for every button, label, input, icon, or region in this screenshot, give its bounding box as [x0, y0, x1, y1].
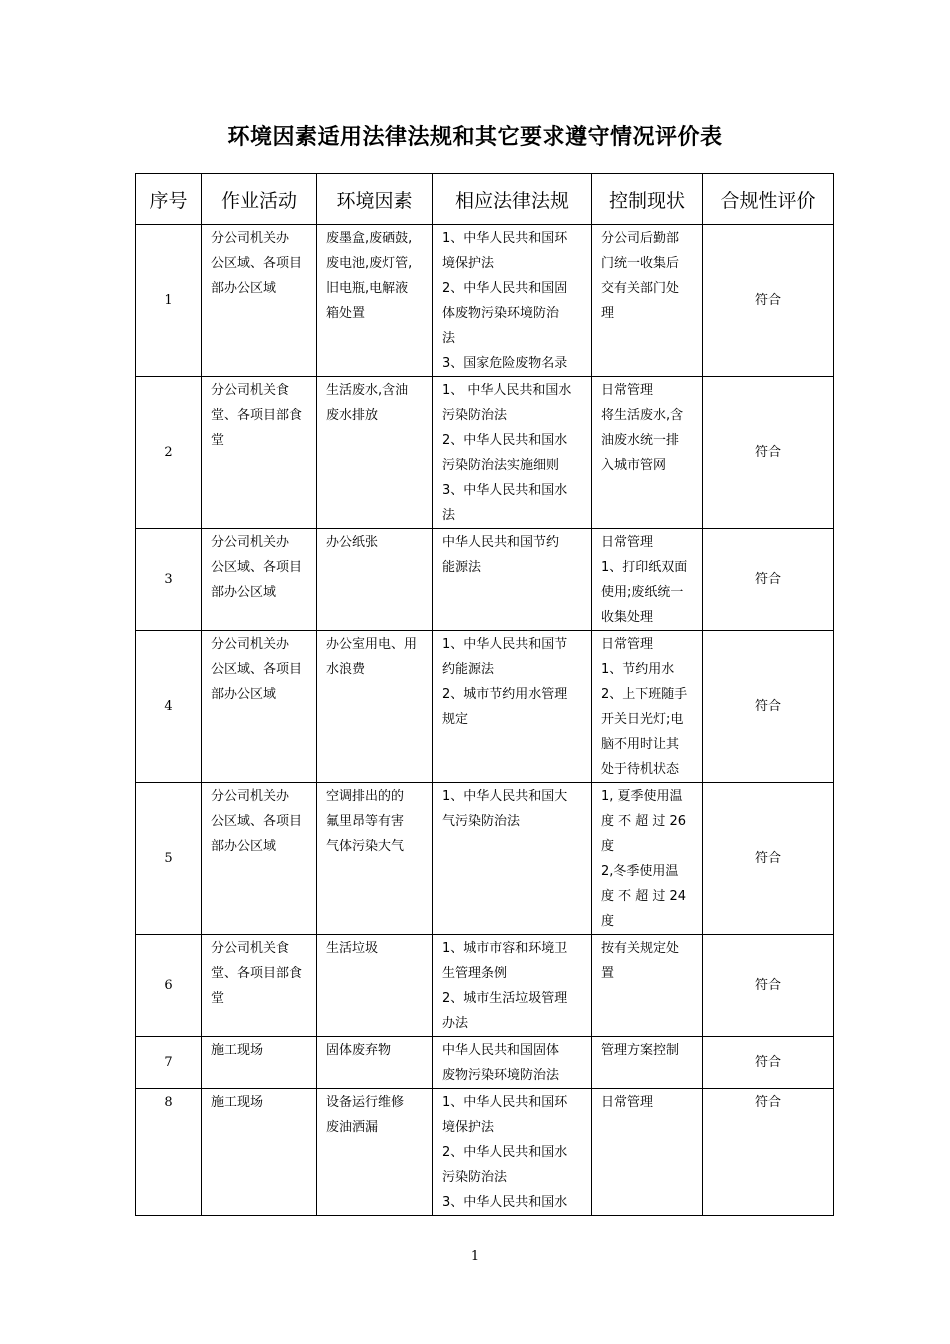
verdict-cell: 符合: [703, 1037, 834, 1089]
cell-line: 法: [442, 508, 456, 523]
activity-cell: [202, 529, 317, 631]
cell-line: 日常管理: [601, 637, 654, 652]
table-row: [136, 1037, 834, 1089]
cell-line: 度 不 超 过 24: [601, 889, 687, 904]
factor-cell: [317, 935, 433, 1037]
laws-cell: [433, 1037, 592, 1089]
control-cell: [592, 529, 703, 631]
cell-line: 中华人民共和国固体: [442, 1043, 560, 1058]
cell-line: 置: [601, 966, 615, 981]
cell-line: 分公司机关食: [211, 383, 290, 398]
cell-line: 水浪费: [326, 662, 366, 677]
verdict-cell: 符合: [703, 631, 834, 783]
cell-line: 3、中华人民共和国水: [442, 483, 568, 498]
cell-line: 脑不用时让其: [601, 737, 680, 752]
control-cell: [592, 631, 703, 783]
laws-cell: [433, 529, 592, 631]
cell-line: 2,冬季使用温: [601, 864, 679, 879]
seq-cell: 6: [136, 935, 202, 1037]
cell-line: 堂、各项目部食: [211, 966, 303, 981]
factor-cell: [317, 377, 433, 529]
table-row: [136, 783, 834, 935]
table-row: [136, 377, 834, 529]
seq-cell: 3: [136, 529, 202, 631]
document-title: 环境因素适用法律法规和其它要求遵守情况评价表: [227, 124, 723, 150]
cell-line: 部办公区域: [211, 281, 277, 296]
cell-line: 办公纸张: [326, 535, 379, 550]
cell-line: 门统一收集后: [601, 256, 680, 271]
seq-cell: 2: [136, 377, 202, 529]
laws-cell: [433, 783, 592, 935]
cell-line: 1、节约用水: [601, 662, 675, 677]
cell-line: 1、中华人民共和国节: [442, 637, 568, 652]
cell-line: 分公司机关办: [211, 231, 290, 246]
cell-line: 生活废水,含油: [326, 383, 409, 398]
cell-line: 度: [601, 839, 615, 854]
cell-line: 2、城市节约用水管理: [442, 687, 568, 702]
cell-line: 1、 中华人民共和国水: [442, 383, 572, 398]
cell-line: 体废物污染环境防治: [442, 306, 560, 321]
seq-cell: 8: [136, 1089, 202, 1216]
header-activity: 作业活动: [202, 174, 317, 225]
cell-line: 1、中华人民共和国环: [442, 231, 568, 246]
verdict-cell: 符合: [703, 935, 834, 1037]
cell-line: 油废水统一排: [601, 433, 680, 448]
laws-cell: [433, 377, 592, 529]
control-cell: [592, 377, 703, 529]
cell-line: 堂、各项目部食: [211, 408, 303, 423]
activity-cell: [202, 783, 317, 935]
factor-cell: [317, 783, 433, 935]
cell-line: 办法: [442, 1016, 469, 1031]
cell-line: 2、上下班随手: [601, 687, 688, 702]
control-cell: [592, 225, 703, 377]
cell-line: 度: [601, 914, 615, 929]
cell-line: 法: [442, 331, 456, 346]
cell-line: 空调排出的的: [326, 789, 405, 804]
cell-line: 日常管理: [601, 535, 654, 550]
cell-line: 设备运行维修: [326, 1095, 405, 1110]
cell-line: 约能源法: [442, 662, 495, 677]
factor-cell: [317, 631, 433, 783]
cell-line: 旧电瓶,电解液: [326, 281, 409, 296]
cell-line: 部办公区域: [211, 687, 277, 702]
table-row: [136, 529, 834, 631]
cell-line: 办公室用电、用: [326, 637, 418, 652]
verdict-cell: 符合: [703, 225, 834, 377]
cell-line: 处于待机状态: [601, 762, 680, 777]
seq-cell: 5: [136, 783, 202, 935]
cell-line: 能源法: [442, 560, 482, 575]
cell-line: 收集处理: [601, 610, 654, 625]
cell-line: 度 不 超 过 26: [601, 814, 687, 829]
laws-cell: [433, 631, 592, 783]
cell-line: 日常管理: [601, 383, 654, 398]
table-row: [136, 935, 834, 1037]
header-row: [136, 174, 834, 225]
cell-line: 堂: [211, 433, 225, 448]
cell-line: 1、城市市容和环境卫: [442, 941, 568, 956]
seq-cell: 7: [136, 1037, 202, 1089]
cell-line: 废电池,废灯管,: [326, 256, 413, 271]
cell-line: 生活垃圾: [326, 941, 379, 956]
cell-line: 境保护法: [442, 1120, 495, 1135]
cell-line: 交有关部门处: [601, 281, 680, 296]
cell-line: 2、中华人民共和国水: [442, 433, 568, 448]
verdict-cell: 符合: [703, 1089, 834, 1216]
cell-line: 部办公区域: [211, 839, 277, 854]
laws-cell: [433, 1089, 592, 1216]
cell-line: 部办公区域: [211, 585, 277, 600]
cell-line: 2、中华人民共和国水: [442, 1145, 568, 1160]
cell-line: 分公司机关办: [211, 637, 290, 652]
cell-line: 施工现场: [211, 1095, 264, 1110]
seq-cell: 1: [136, 225, 202, 377]
cell-line: 堂: [211, 991, 225, 1006]
cell-line: 日常管理: [601, 1095, 654, 1110]
activity-cell: [202, 935, 317, 1037]
cell-line: 公区域、各项目: [211, 560, 303, 575]
cell-line: 污染防治法: [442, 1170, 508, 1185]
cell-line: 气污染防治法: [442, 814, 521, 829]
cell-line: 氟里昂等有害: [326, 814, 405, 829]
cell-line: 1、中华人民共和国大: [442, 789, 568, 804]
cell-line: 污染防治法实施细则: [442, 458, 560, 473]
cell-line: 施工现场: [211, 1043, 264, 1058]
cell-line: 境保护法: [442, 256, 495, 271]
control-cell: [592, 783, 703, 935]
activity-cell: [202, 225, 317, 377]
cell-line: 废水排放: [326, 408, 379, 423]
header-seq: 序号: [136, 174, 202, 225]
laws-cell: [433, 935, 592, 1037]
cell-line: 2、城市生活垃圾管理: [442, 991, 568, 1006]
evaluation-table: [135, 173, 834, 1216]
cell-line: 公区域、各项目: [211, 662, 303, 677]
factor-cell: [317, 1037, 433, 1089]
cell-line: 1, 夏季使用温: [601, 789, 683, 804]
activity-cell: [202, 377, 317, 529]
cell-line: 使用;废纸统一: [601, 585, 684, 600]
cell-line: 管理方案控制: [601, 1043, 680, 1058]
factor-cell: [317, 225, 433, 377]
cell-line: 3、国家危险废物名录: [442, 356, 568, 371]
cell-line: 开关日光灯;电: [601, 712, 684, 727]
cell-line: 分公司机关办: [211, 535, 290, 550]
laws-cell: [433, 225, 592, 377]
table-body: [136, 225, 834, 1216]
cell-line: 废油洒漏: [326, 1120, 379, 1135]
table-row: [136, 1089, 834, 1216]
cell-line: 分公司机关食: [211, 941, 290, 956]
control-cell: [592, 1037, 703, 1089]
verdict-cell: 符合: [703, 783, 834, 935]
seq-cell: 4: [136, 631, 202, 783]
cell-line: 固体废弃物: [326, 1043, 392, 1058]
cell-line: 1、打印纸双面: [601, 560, 688, 575]
cell-line: 中华人民共和国节约: [442, 535, 560, 550]
cell-line: 公区域、各项目: [211, 814, 303, 829]
control-cell: [592, 1089, 703, 1216]
cell-line: 气体污染大气: [326, 839, 405, 854]
factor-cell: [317, 529, 433, 631]
cell-line: 箱处置: [326, 306, 366, 321]
cell-line: 污染防治法: [442, 408, 508, 423]
cell-line: 2、中华人民共和国固: [442, 281, 568, 296]
activity-cell: [202, 1037, 317, 1089]
cell-line: 按有关规定处: [601, 941, 680, 956]
verdict-cell: 符合: [703, 529, 834, 631]
cell-line: 将生活废水,含: [601, 408, 684, 423]
header-control: 控制现状: [592, 174, 703, 225]
verdict-cell: 符合: [703, 377, 834, 529]
cell-line: 废墨盒,废硒鼓,: [326, 231, 413, 246]
cell-line: 规定: [442, 712, 469, 727]
factor-cell: [317, 1089, 433, 1216]
table-row: [136, 631, 834, 783]
cell-line: 生管理条例: [442, 966, 508, 981]
cell-line: 分公司机关办: [211, 789, 290, 804]
cell-line: 3、中华人民共和国水: [442, 1195, 568, 1210]
cell-line: 入城市管网: [601, 458, 667, 473]
header-laws: 相应法律法规: [433, 174, 592, 225]
cell-line: 1、中华人民共和国环: [442, 1095, 568, 1110]
header-verdict: 合规性评价: [703, 174, 834, 225]
cell-line: 理: [601, 306, 615, 321]
table-row: [136, 225, 834, 377]
page-number: 1: [470, 1249, 480, 1264]
header-factor: 环境因素: [317, 174, 433, 225]
cell-line: 公区域、各项目: [211, 256, 303, 271]
activity-cell: [202, 631, 317, 783]
cell-line: 分公司后勤部: [601, 231, 680, 246]
cell-line: 废物污染环境防治法: [442, 1068, 560, 1083]
activity-cell: [202, 1089, 317, 1216]
control-cell: [592, 935, 703, 1037]
